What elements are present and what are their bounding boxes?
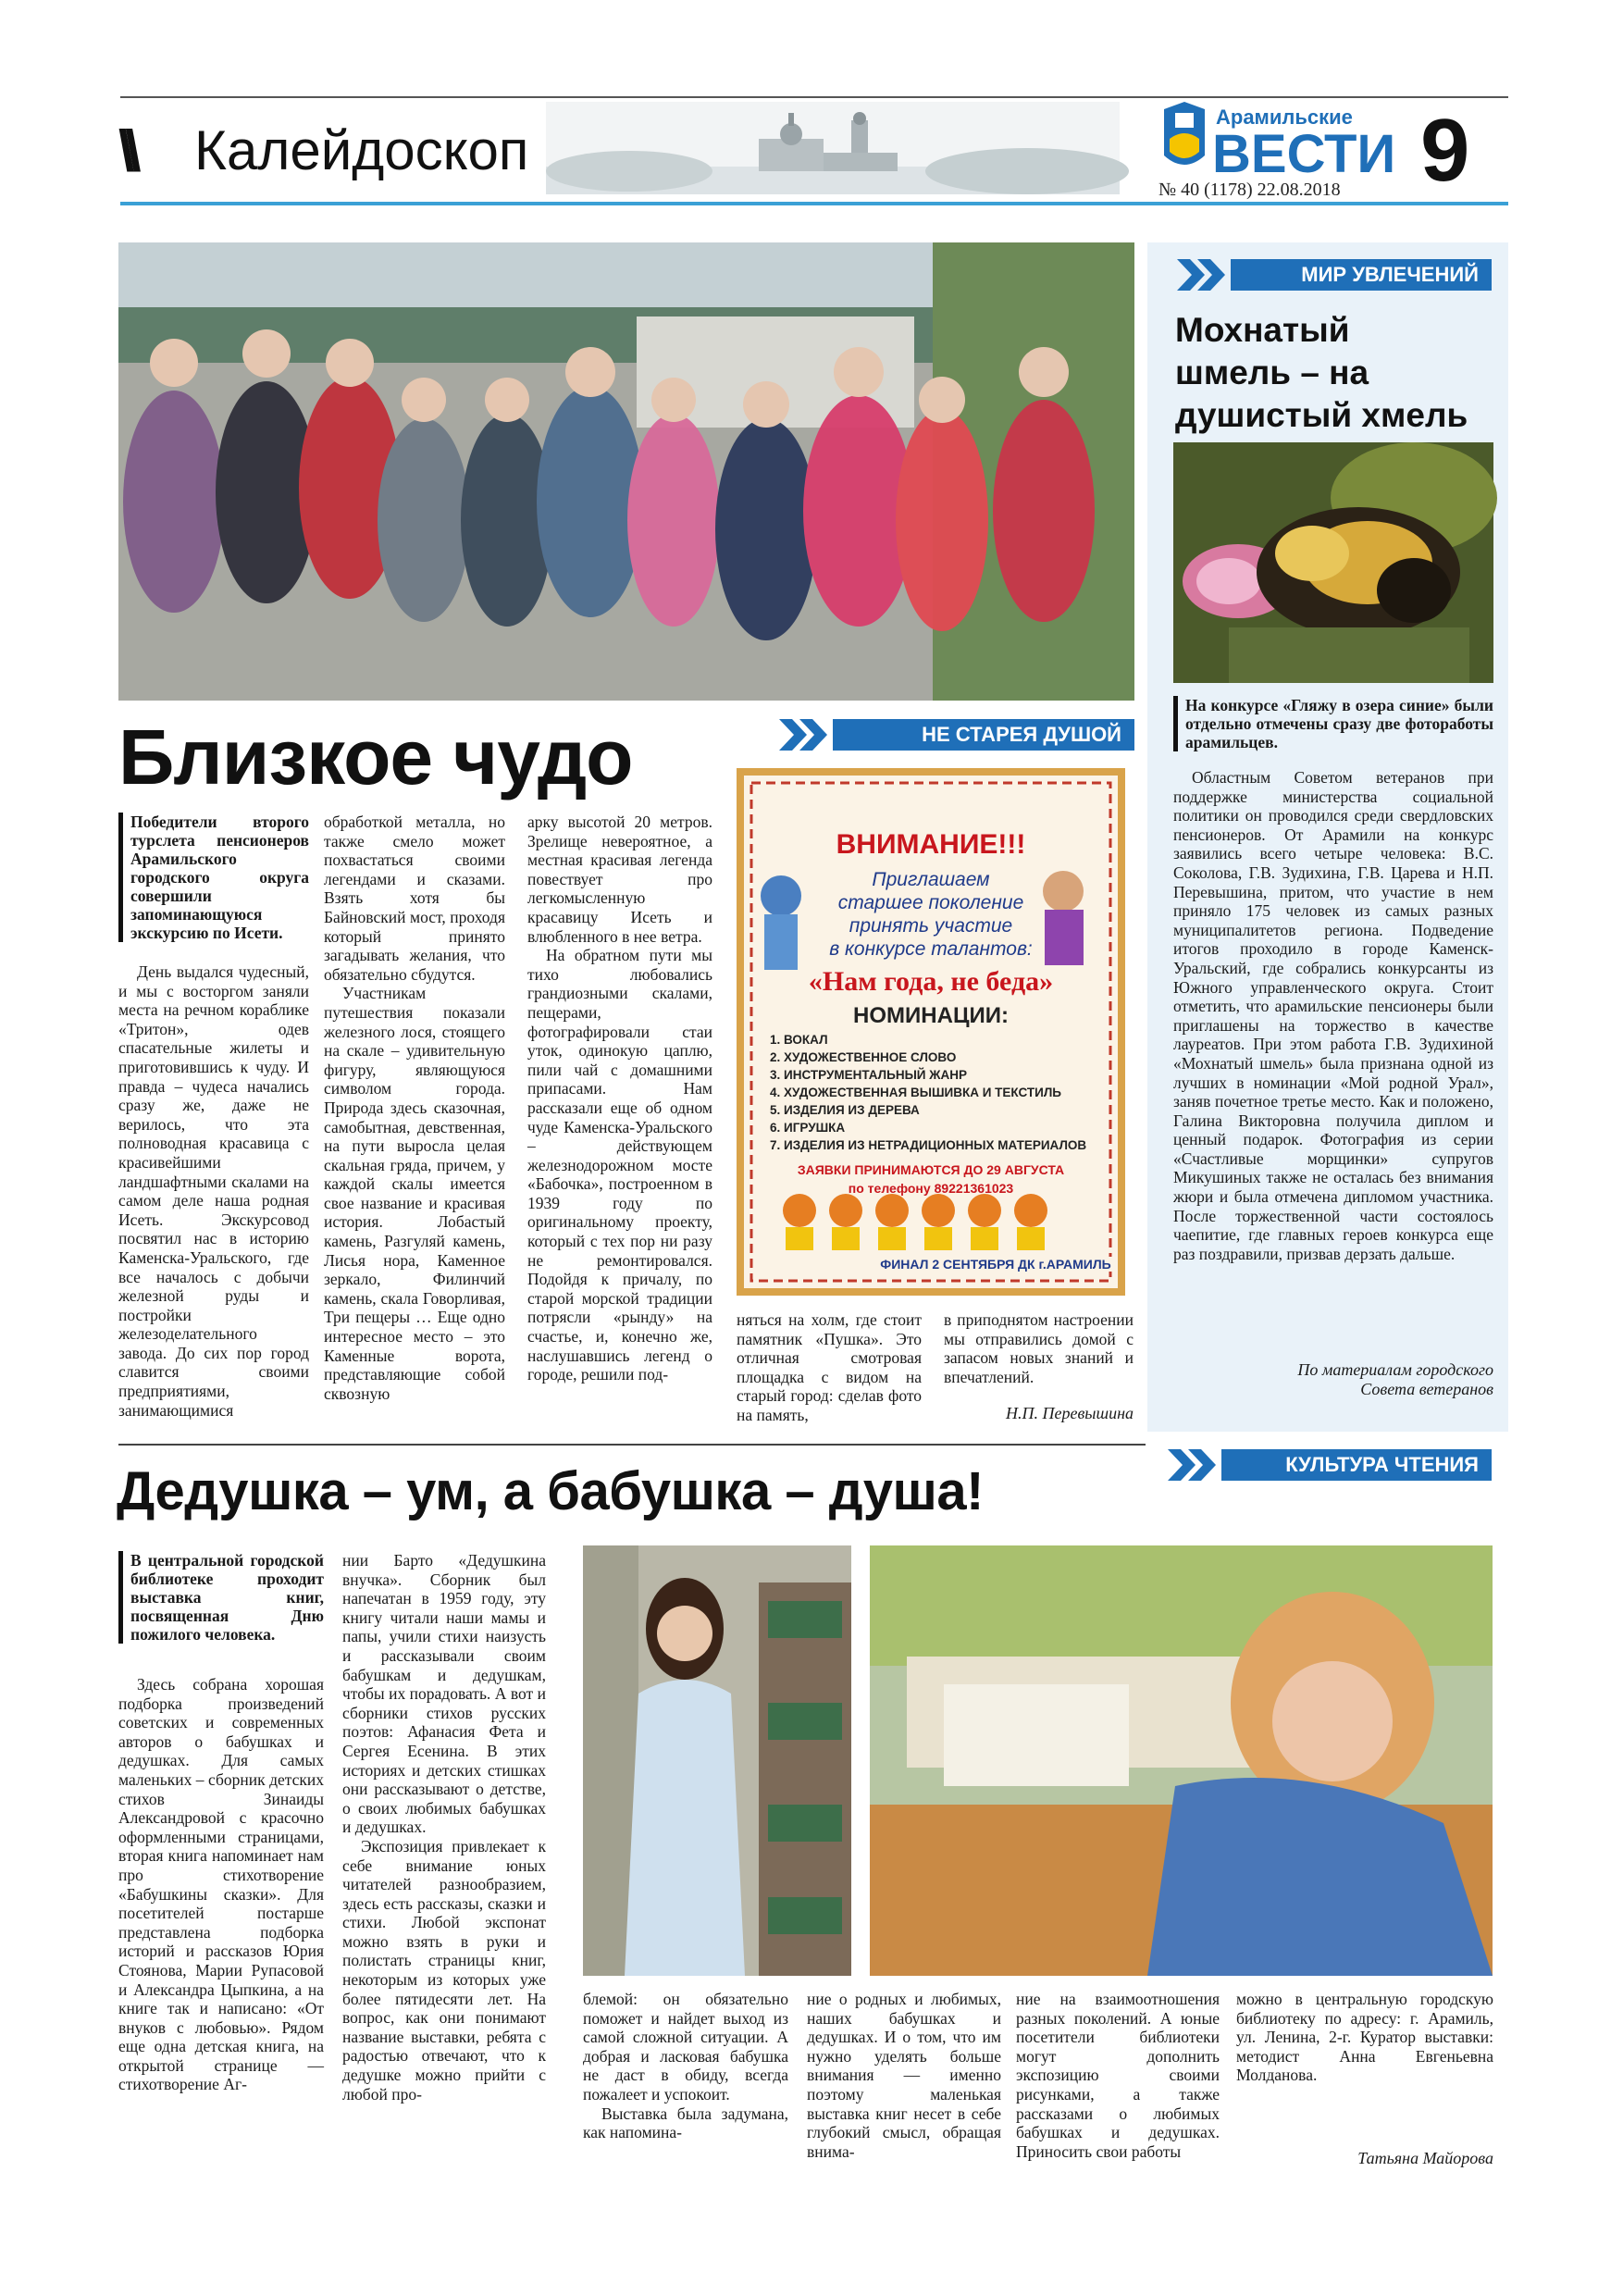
issue-info: № 40 (1178) 22.08.2018: [1158, 180, 1341, 200]
category-banner-not-aging: НЕ СТАРЕЯ ДУШОЙ: [833, 719, 1134, 751]
article1-col3: арку высотой 20 метров. Зрелище невероятное, а местная красивая легенда повествует про легкомысленную красавицу Исеть и влюбленного в нее ветра. На обратном пути мы тихо любовались грандиозными скалами, пещерами, фотографировали стаи уток, одинокую цаплю, пили чай с домашними припасами. Нам рассказали еще об одном чуде Каменска-Уральского – действующем железнодорожном мосте «Бабочка», построенном в 1939 году по оригинальному проекту, который с тех пор ни разу не ремонтировался. Подойдя к причалу, по старой морской традиции потрясли «рынду» на счастье, и, конечно же, наслушавшись легенд о городе, решили под-: [527, 813, 712, 1384]
poster-attention: ВНИМАНИЕ!!!: [836, 829, 1026, 860]
poster-nomination-item: 1. ВОКАЛ: [770, 1033, 828, 1047]
article2-signature: По материалам городского Совета ветеранов: [1297, 1360, 1493, 1398]
group-photo: [118, 242, 1134, 701]
article3-col2: нии Барто «Дедушкина внучка». Сборник был напечатан в 1959 году, эту книгу читали наши мамы и папы, учили стихи наизусть и рассказывали своим бабушкам и дедушкам, чтобы их порадовать. А вот и сборники стихов русских поэтов: Афанасия Фета и Сергея Есенина. В этих историях и детских стишках они рассказывают о детстве, о своих любимых бабушках и дедушках. Экспозиция привлекает к себе внимание юных читателей разнообразием, здесь есть рассказы, сказки и стихи. Любой экспонат можно взять в руки и полистать страницы книг, некоторым из которых уже более пятидесяти лет. На вопрос, как они понимают название выставки, ребята с радостью отвечают, что к дедушке можно прийти с любой про-: [342, 1551, 546, 2104]
poster-nomination-item: 4. ХУДОЖЕСТВЕННАЯ ВЫШИВКА И ТЕКСТИЛЬ: [770, 1086, 1062, 1099]
article2-title: Мохнатый шмель – на душистый хмель: [1175, 311, 1468, 434]
chevron-icon: [1168, 1449, 1223, 1481]
poster-final: ФИНАЛ 2 СЕНТЯБРЯ ДК г.АРАМИЛЬ: [873, 1257, 1118, 1272]
article3-title: Дедушка – ум, а бабушка – душа!: [117, 1461, 984, 1521]
article2-lead: На конкурсе «Гляжу в озера синие» были отдельно отмечены сразу две фотоработы арамильцев.: [1173, 696, 1493, 751]
poster-nomination-item: 6. ИГРУШКА: [770, 1121, 846, 1135]
article3-lead: В центральной городской библиотеке проходит выставка книг, посвященная Дню пожилого человека.: [118, 1551, 324, 1644]
poster-invitation: Приглашаем старшее поколение принять участие в конкурсе талантов:: [829, 869, 1033, 960]
article2-body: Областным Советом ветеранов при поддержке министерства социальной политики он проводился среди свердловских пенсионеров. От Арамили на конкурс заявились всего четыре человека: В.С. Соколова, Г.В. Зудихина, Г.В. Царева и Н.П. Перевышина, притом, что участие в нем приняло 175 человек из самых разных муниципалитетов региона. Подведение итогов проходило в городе Каменск-Уральский, где собрались конкурсанты из Южного управленческого округа. Стоит отметить, что арамильские пенсионеры были приглашены на торжество в качестве лауреатов. При этом работа Г.В. Зудихиной «Мохнатый шмель» была признана одной из лучших в номинации «Мой родной Урал», заняв почетное третье место. Как и положено, Галина Викторовна получила диплом и ценный подарок. Фотография из серии «Счастливые морщинки» супругов Микушиных также не осталась без внимания жюри и была отмечена дипломом участника. После торжественной части состоялось чаепитие, где главных героев конкурса еще раз поздравили, призвав дерзать дальше.: [1173, 768, 1493, 1263]
article3-col1: Здесь собрана хорошая подборка произведений советских и современных авторов о бабушках и дедушках. Для самых маленьких – сборник детских стихов Зинаиды Александровой с красочно оформленными страницами, вторая книга напоминает нам про стихотворение «Бабушкины сказки». Для посетителей постарше представлена подборка историй и рассказов Юрия Стоянова, Марии Рупасовой и Александра Цыпкина, а на книге так и написано: «От внуков с любовью». Рядом еще одна детская книга, на открытой странице — стихотворение Аг-: [118, 1675, 324, 2094]
category-banner-reading: КУЛЬТУРА ЧТЕНИЯ: [1221, 1449, 1492, 1481]
article3-col5: ние на взаимоотношения разных поколений. А юные посетители библиотеки могут дополнить экспозицию своими рисунками, а также рассказами о любимых бабушках и дедушках. Приносить свои работы: [1016, 1990, 1220, 2161]
header-bottom-rule: [120, 202, 1508, 205]
contest-poster: [737, 768, 1125, 1296]
chevron-icon: [779, 719, 835, 751]
poster-nomination-item: 3. ИНСТРУМЕНТАЛЬНЫЙ ЖАНР: [770, 1068, 967, 1082]
svg-text:Арамильские: Арамильские: [1216, 105, 1353, 129]
article1-lead: Победители второго турслета пенсионеров Арамильского городского округа совершили запоминающуюся экскурсию по Исети.: [118, 813, 309, 942]
poster-nominations-list: [770, 1031, 1094, 1154]
article1-col5: в приподнятом настроении мы отправились домой с запасом новых знаний и впечатлений.: [944, 1310, 1134, 1386]
church-skyline-illustration: [546, 102, 1120, 194]
article1-col4: няться на холм, где стоит памятник «Пушка». Это отличная смотровая площадка с видом на старый город: сделав фото на память,: [737, 1310, 922, 1424]
section-slashes-icon: \\: [118, 119, 132, 183]
article1-signature: Н.П. Перевышина: [1006, 1404, 1134, 1422]
poster-nomination-item: 2. ХУДОЖЕСТВЕННОЕ СЛОВО: [770, 1050, 957, 1064]
svg-text:ВЕСТИ: ВЕСТИ: [1212, 124, 1396, 184]
poster-nomination-item: 5. ИЗДЕЛИЯ ИЗ ДЕРЕВА: [770, 1103, 920, 1117]
article3-signature: Татьяна Майорова: [1357, 2149, 1493, 2167]
poster-deadline: ЗАЯВКИ ПРИНИМАЮТСЯ ДО 29 АВГУСТА: [797, 1162, 1065, 1177]
article3-col6: можно в центральную городскую библиотеку по адресу: г. Арамиль, ул. Ленина, 2-г. Куратор выставки: методист Анна Евгеньевна Молданова.: [1236, 1990, 1493, 2085]
article3-col4: ние о родных и любимых, наших бабушках и дедушках. И о том, что им нужно уделять больше внимания — именно поэтому маленькая выставка книг несет в себе глубокий смысл, обращая внима-: [807, 1990, 1001, 2161]
article1-col2: обработкой металла, но также смело может похвастаться своими легендами и сказами. Взять хотя бы Байновский мост, проходя который принято загадывать желания, что обязательно сбудутся. Участникам путешествия показали железного лося, стоящего на скале – удивительную фигуру, являющуюся символом города. Природа здесь сказочная, самобытная, девственная, на пути выросла целая скальная гряда, причем, у каждой скалы имеется свое название и красивая история. Лобастый камень, Разгуляй камень, Лисья нора, Каменное зеркало, Филинчий камень, скала Говорливая, Три пещеры … Еще одно интересное место – это Каменные ворота, представляющие собой сквозную: [324, 813, 505, 1403]
page-number: 9: [1420, 101, 1470, 200]
poster-contest-name: «Нам года, не беда»: [808, 966, 1054, 997]
article3-col3: блемой: он обязательно поможет и найдет выход из самой сложной ситуации. А добрая и ласковая бабушка не даст в обиду, всегда пожалеет и успокоит. Выставка была задумана, как напомина-: [583, 1990, 788, 2142]
section-separator: [118, 1444, 1146, 1446]
chevron-icon: [1177, 259, 1233, 291]
article1-title: Близкое чудо: [118, 714, 633, 800]
poster-phone: по телефону 89221361023: [848, 1181, 1014, 1196]
section-title: Калейдоскоп: [194, 119, 529, 181]
category-banner-hobbies: МИР УВЛЕЧЕНИЙ: [1231, 259, 1492, 291]
poster-nominations-title: НОМИНАЦИИ:: [853, 1003, 1009, 1028]
librarian-photo: [583, 1545, 851, 1976]
article1-col1: День выдался чудесный, и мы с восторгом заняли места на речном кораблике «Тритон», одев спасательные жилеты и приготовившись к чуду. И правда – чудеса начались сразу же, даже не верилось, что эта полноводная красавица с красивейшими ландшафтными скалами на самом деле наша родная Исеть. Экскурсовод посвятил нас в историю Каменска-Уральского, где все началось с добычи железной руды и постройки железоделательного завода. До сих пор город славится своими предприятиями, занимающимися: [118, 962, 309, 1420]
girl-reading-photo: [870, 1545, 1493, 1976]
header-top-rule: [120, 96, 1508, 98]
poster-nomination-item: 7. ИЗДЕЛИЯ ИЗ НЕТРАДИЦИОННЫХ МАТЕРИАЛОВ: [770, 1138, 1087, 1152]
bumblebee-photo: [1173, 442, 1493, 683]
